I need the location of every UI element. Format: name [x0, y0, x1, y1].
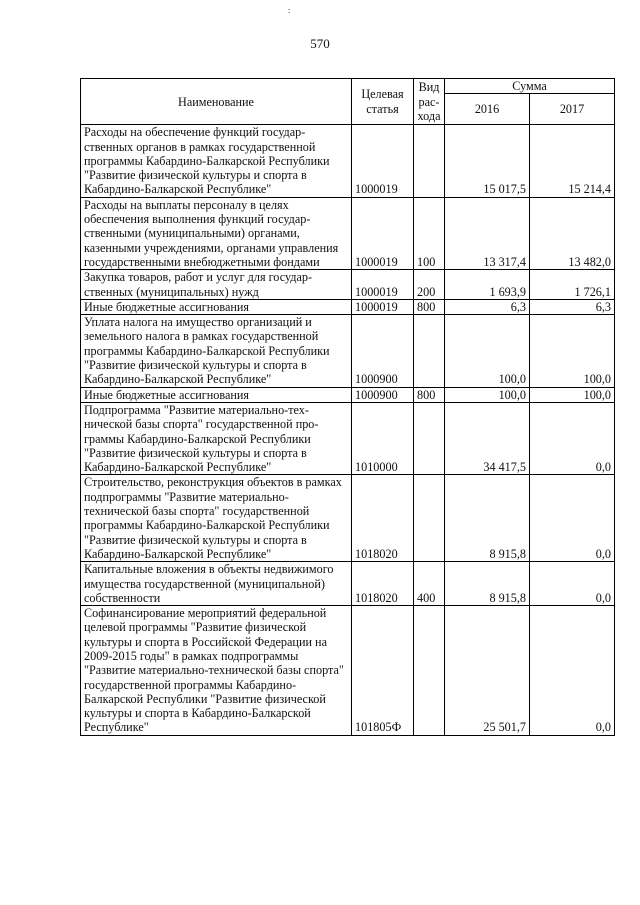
table-row — [81, 125, 615, 197]
row-target-article: 1018020 — [352, 475, 414, 562]
page-number: 570 — [310, 36, 330, 51]
header-year-2017: 2017 — [530, 94, 615, 125]
row-amount-2016: 100,0 — [445, 315, 530, 387]
row-amount-2016: 100,0 — [445, 387, 530, 402]
row-amount-2016: 8 915,8 — [445, 562, 530, 606]
table-row — [81, 315, 615, 387]
row-amount-2017: 0,0 — [530, 562, 615, 606]
header-sum: Сумма — [445, 79, 615, 94]
row-amount-2017: 6,3 — [530, 299, 615, 314]
row-target-article: 1010000 — [352, 402, 414, 474]
row-amount-2017: 1 726,1 — [530, 270, 615, 300]
row-name: Подпрограмма "Развитие материально-технической базы спорта" государственной программы Кабардино-Балкарской Республики "Развитие физической культуры и спорта в Кабардино-Балкарской Республике" — [81, 402, 352, 474]
table-row — [81, 475, 615, 562]
header-target-article: Целевая статья — [352, 79, 414, 125]
row-name: Софинансирование мероприятий федеральной целевой программы "Развитие физической культуры и спорта в Российской Федерации на 2009-2015 годы" в рамках подпрограммы "Развитие материально-технической базы спорта" государственной программы Кабардино-Балкарской Республики "Развитие физической культуры и спорта в Кабардино-Балкарской Республике" — [81, 606, 352, 736]
row-name: Уплата налога на имущество организаций и земельного налога в рамках государственной программы Кабардино-Балкарской Республики "Развитие физической культуры и спорта в Кабардино-Балкарской Республике" — [81, 315, 352, 387]
row-amount-2016: 8 915,8 — [445, 475, 530, 562]
row-amount-2016: 13 317,4 — [445, 197, 530, 269]
row-amount-2016: 6,3 — [445, 299, 530, 314]
row-target-article: 101805Ф — [352, 606, 414, 736]
row-amount-2017: 100,0 — [530, 387, 615, 402]
header-year-2016: 2016 — [445, 94, 530, 125]
row-amount-2016: 1 693,9 — [445, 270, 530, 300]
table-row — [81, 562, 615, 606]
row-target-article: 1000019 — [352, 270, 414, 300]
row-name: Расходы на выплаты персоналу в целях обеспечения выполнения функций государственными (муниципальными) органами, казенными учреждениями, органами управления государственными внебюджетными фондами — [81, 197, 352, 269]
row-expense-type: 100 — [414, 197, 445, 269]
row-target-article: 1000019 — [352, 125, 414, 197]
row-name: Иные бюджетные ассигнования — [81, 299, 352, 314]
row-name: Капитальные вложения в объекты недвижимого имущества государственной (муниципальной) собственности — [81, 562, 352, 606]
row-target-article: 1000900 — [352, 387, 414, 402]
header-expense-type: Вид расхода — [414, 79, 445, 125]
row-expense-type — [414, 402, 445, 474]
page-mark: : — [288, 6, 291, 15]
header-name: Наименование — [81, 79, 352, 125]
row-amount-2017: 0,0 — [530, 606, 615, 736]
row-expense-type — [414, 125, 445, 197]
row-expense-type: 800 — [414, 299, 445, 314]
row-expense-type: 400 — [414, 562, 445, 606]
row-name: Иные бюджетные ассигнования — [81, 387, 352, 402]
table-row — [81, 270, 615, 300]
row-amount-2017: 13 482,0 — [530, 197, 615, 269]
row-amount-2016: 15 017,5 — [445, 125, 530, 197]
row-expense-type: 200 — [414, 270, 445, 300]
table-row — [81, 402, 615, 474]
table-row — [81, 606, 615, 736]
row-amount-2017: 100,0 — [530, 315, 615, 387]
row-target-article: 1000900 — [352, 315, 414, 387]
table-row — [81, 387, 615, 402]
row-expense-type — [414, 315, 445, 387]
row-name: Строительство, реконструкция объектов в рамках подпрограммы "Развитие материально-технической базы спорта" государственной программы Кабардино-Балкарской Республики "Развитие физической культуры и спорта в Кабардино-Балкарской Республике" — [81, 475, 352, 562]
row-expense-type — [414, 606, 445, 736]
row-name: Закупка товаров, работ и услуг для государственных (муниципальных) нужд — [81, 270, 352, 300]
table-row — [81, 299, 615, 314]
budget-table — [80, 78, 615, 736]
row-amount-2016: 25 501,7 — [445, 606, 530, 736]
row-target-article: 1018020 — [352, 562, 414, 606]
row-amount-2017: 0,0 — [530, 402, 615, 474]
row-amount-2017: 15 214,4 — [530, 125, 615, 197]
row-amount-2016: 34 417,5 — [445, 402, 530, 474]
row-name: Расходы на обеспечение функций государственных органов в рамках государственной программы Кабардино-Балкарской Республики "Развитие физической культуры и спорта в Кабардино-Балкарской Республике" — [81, 125, 352, 197]
row-target-article: 1000019 — [352, 197, 414, 269]
table-body — [81, 125, 615, 735]
table-row — [81, 197, 615, 269]
row-target-article: 1000019 — [352, 299, 414, 314]
row-expense-type: 800 — [414, 387, 445, 402]
row-expense-type — [414, 475, 445, 562]
row-amount-2017: 0,0 — [530, 475, 615, 562]
